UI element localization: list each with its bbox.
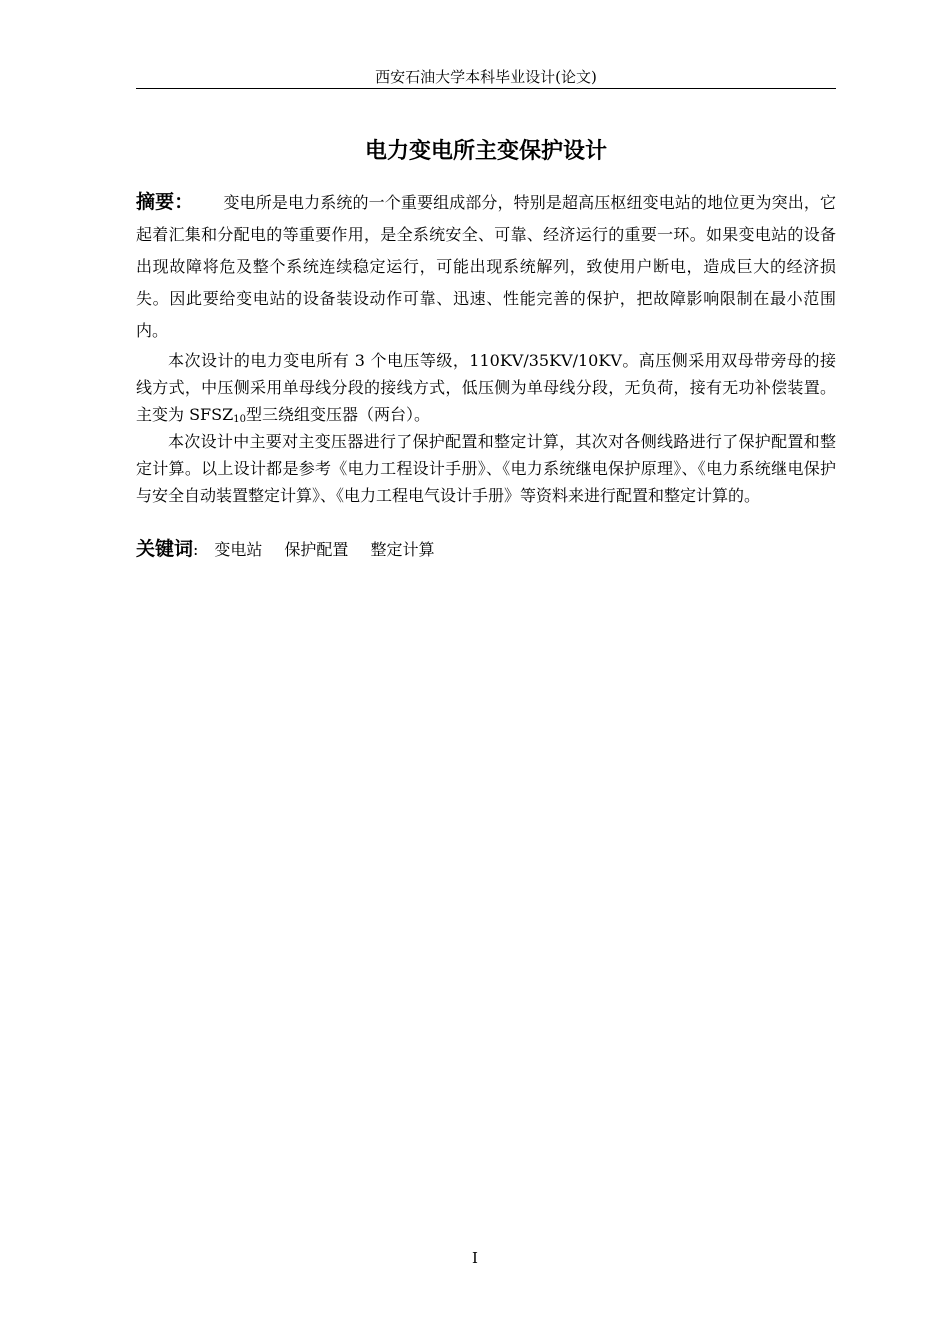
page-number: I	[472, 1249, 478, 1267]
transformer-model-subscript: 10	[233, 414, 246, 425]
abstract-paragraph-3: 本次设计中主要对主变压器进行了保护配置和整定计算，其次对各侧线路进行了保护配置和整定计算。以上设计都是参考《电力工程设计手册》、《电力系统继电保护原理》、《电力系统继电保护与安全自动装置整定计算》、《电力工程电气设计手册》等资料来进行配置和整定计算的。	[136, 432, 836, 505]
header-rule	[136, 88, 836, 89]
abstract-paragraph-2	[136, 347, 836, 428]
keywords-label: 关键词	[136, 538, 194, 560]
keyword-item: 变电站	[214, 540, 263, 559]
abstract-paragraph-1-text: 变电所是电力系统的一个重要组成部分，特别是超高压枢纽变电站的地位更为突出，它起着汇集和分配电的等重要作用，是全系统安全、可靠、经济运行的重要一环。如果变电站的设备出现故障将危及整个系统连续稳定运行，可能出现系统解列，致使用户断电，造成巨大的经济损失。因此要给变电站的设备装设动作可靠、迅速、性能完善的保护，把故障影响限制在最小范围内。	[136, 193, 836, 340]
abstract-label: 摘要：	[136, 191, 194, 213]
abstract-paragraph-2-text-a: 本次设计的电力变电所有 3 个电压等级，110KV/35KV/10KV。高压侧采用双母带旁母的接线方式，中压侧采用单母线分段的接线方式，低压侧为单母线分段，无负荷，接有无功补偿装置。主变为 SFSZ	[136, 351, 836, 424]
abstract-paragraph-1	[136, 186, 836, 347]
keywords-colon: :	[193, 540, 199, 559]
keyword-item: 保护配置	[284, 540, 349, 559]
abstract-section	[136, 186, 836, 509]
document-title: 电力变电所主变保护设计	[364, 139, 607, 164]
page-header: 西安石油大学本科毕业设计(论文)	[375, 68, 597, 86]
keywords-line	[136, 534, 836, 565]
keyword-item: 整定计算	[370, 540, 435, 559]
abstract-paragraph-2-text-b: 型三绕组变压器（两台）。	[245, 405, 430, 424]
